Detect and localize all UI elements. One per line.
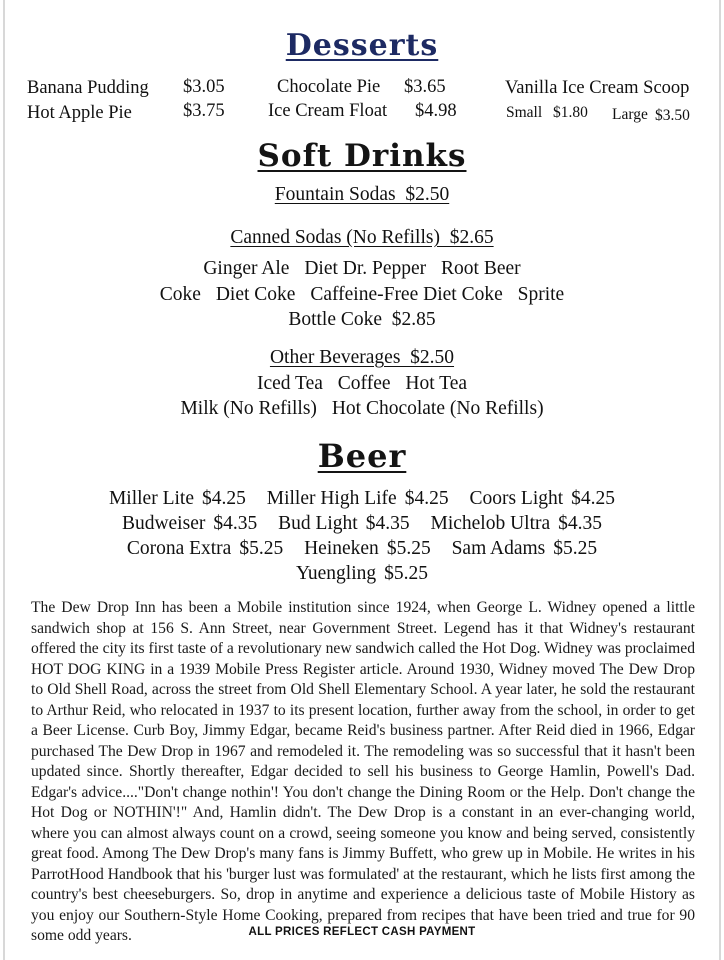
beer-name: Budweiser: [121, 513, 206, 534]
soft-drinks-heading: Soft Drinks: [257, 138, 467, 174]
beer-price: $4.25: [201, 488, 246, 509]
beer-name: Heineken: [304, 538, 379, 559]
beer-name: Miller Lite: [108, 488, 194, 509]
history-paragraph: The Dew Drop Inn has been a Mobile institution since 1924, when George L. Widney opened a little sandwich shop at 156 S. Ann Street, near Government Street. Legend has it that Widney's restaurant offered the city its first taste of a revolutionary new sandwich called the Hot Dog. Widney was proclaimed HOT DOG KING in a 1939 Mobile Press Register article. Around 1930, Widney moved The Dew Drop to Old Shell Road, across the street from Old Shell Elementary School. A year later, he sold the restaurant to Arthur Reid, who relocated in 1937 to its present location, further away from the school, in order to get a Beer License. Curb Boy, Jimmy Edgar, became Reid's business partner. After Reid died in 1966, Edgar purchased The Dew Drop in 1967 and remodeled it. The remodeling was so successful that it hasn't been updated since. Shortly thereafter, Edgar decided to sell his business to George Hamlin, Powell's Dad. Edgar's advice...."Don't change nothin'! You don't change the Dining Room or the Help. Don't change the Hot Dog or NOTHIN'!" And, Hamlin didn't. The Dew Drop is a constant in an ever-changing world, where you can almost always count on a crowd, seeing someone you know and being served, consistently great food. Among The Dew Drop's many fans is Jimmy Buffett, who grew up in Mobile. He writes in his ParrotHood Handbook that his 'burger lust was formulated' at the restaurant, which he lists first among the country's best cheeseburgers. So, drop in anytime and experience a delicious taste of Mobile History as you enjoy our Southern-Style Home Cooking, prepared from recipes that have been tried and true for 90 some odd years.: [31, 599, 695, 944]
desserts-heading: Desserts: [285, 28, 439, 63]
beer-price: $4.35: [213, 513, 258, 534]
beer-item: [122, 513, 257, 534]
beer-item: [452, 538, 598, 559]
beer-name: Miller High Life: [266, 488, 397, 509]
dessert-name: Chocolate Pie: [277, 77, 381, 97]
cash-price-note: ALL PRICES REFLECT CASH PAYMENT: [248, 926, 476, 938]
beer-price: $5.25: [384, 563, 429, 584]
dessert-price: $3.05: [183, 77, 225, 97]
canned-soda-item: Coke: [159, 284, 201, 305]
dessert-name: Ice Cream Float: [268, 101, 388, 121]
beer-item: [278, 513, 410, 534]
scoop-small-label: Small: [506, 104, 543, 121]
canned-soda-item: Sprite: [517, 284, 565, 305]
canned-soda-item: Diet Coke: [215, 284, 296, 305]
other-beverage-item: Iced Tea: [256, 373, 323, 394]
scoop-name: Vanilla Ice Cream Scoop: [505, 78, 690, 98]
other-beverage-item: Hot Chocolate (No Refills): [331, 398, 544, 419]
fountain-sodas-header: Fountain Sodas $2.50: [274, 184, 450, 205]
beer-price: $5.25: [386, 538, 431, 559]
beer-name: Corona Extra: [126, 538, 232, 559]
beer-item: [296, 563, 428, 584]
scoop-small-price: $1.80: [553, 104, 588, 121]
beer-price: $4.25: [571, 488, 616, 509]
scoop-large-label: Large: [612, 106, 648, 123]
other-beverages-header: Other Beverages $2.50: [269, 347, 455, 368]
other-beverage-item: Coffee: [337, 373, 391, 394]
canned-soda-item: Diet Dr. Pepper: [304, 258, 427, 279]
beer-heading: Beer: [317, 437, 407, 475]
scoop-large-price: $3.50: [655, 107, 690, 124]
beer-item: [304, 538, 431, 559]
beer-item: [127, 538, 283, 559]
canned-soda-item: Caffeine-Free Diet Coke: [310, 284, 503, 305]
beer-price: $4.35: [558, 513, 603, 534]
other-beverage-item: Hot Tea: [405, 373, 468, 394]
beer-name: Yuengling: [295, 563, 377, 584]
canned-soda-item: Ginger Ale: [203, 258, 290, 279]
beer-price: $5.25: [239, 538, 284, 559]
beer-name: Sam Adams: [451, 538, 546, 559]
canned-sodas-header: Canned Sodas (No Refills) $2.65: [230, 227, 494, 248]
beer-name: Coors Light: [469, 488, 564, 509]
dessert-price: $3.65: [404, 77, 446, 97]
beer-item: [430, 513, 602, 534]
beer-price: $4.35: [365, 513, 410, 534]
beer-name: Michelob Ultra: [430, 513, 551, 534]
beer-price: $4.25: [404, 488, 449, 509]
other-beverage-item: Milk (No Refills): [180, 398, 317, 419]
dessert-name: Hot Apple Pie: [27, 103, 132, 123]
beer-item: [469, 488, 615, 509]
beer-price: $5.25: [553, 538, 598, 559]
dessert-name: Banana Pudding: [27, 78, 149, 98]
canned-soda-item: Root Beer: [441, 258, 521, 279]
bottle-coke-item: Bottle Coke $2.85: [288, 309, 436, 330]
dessert-price: $4.98: [415, 101, 457, 121]
beer-name: Bud Light: [278, 513, 358, 534]
dessert-price: $3.75: [183, 101, 225, 121]
beer-item: [267, 488, 449, 509]
beer-item: [109, 488, 246, 509]
